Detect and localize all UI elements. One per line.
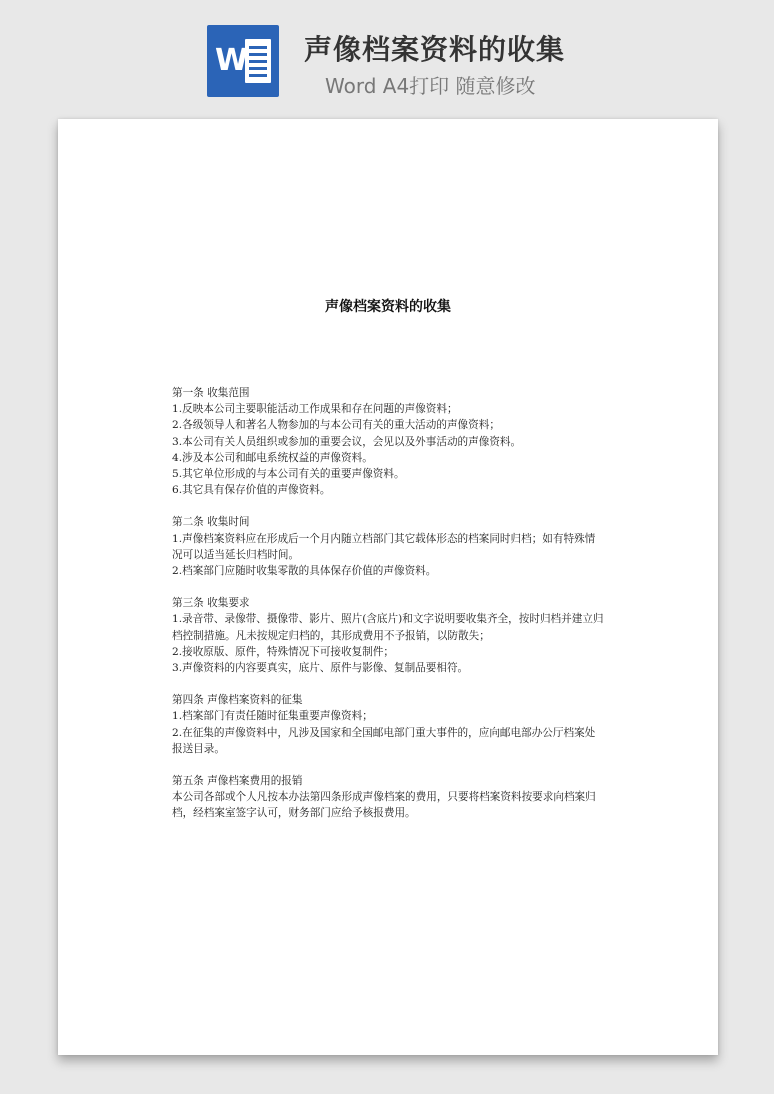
section-line: 1.反映本公司主要职能活动工作成果和存在问题的声像资料； [172,403,458,416]
word-icon-letter: W [215,43,249,78]
section-3 [172,595,604,676]
document-page [58,119,718,1055]
section-line: 2.各级领导人和著名人物参加的与本公司有关的重大活动的声像资料； [172,419,500,432]
header-title: 声像档案资料的收集 [304,33,566,66]
header [0,0,774,118]
section-1 [172,385,604,498]
section-line: 3.本公司有关人员组织或参加的重要会议，会见以及外事活动的声像资料。 [172,435,522,448]
section-5 [172,773,604,822]
section-heading: 第二条 收集时间 [172,516,250,529]
section-line: 1.声像档案资料应在形成后一个月内随立档部门其它载体形态的档案同时归档；如有特殊情况可以适当延长归档时间。 [172,532,596,561]
header-subtitle: Word A4打印 随意修改 [325,74,536,98]
section-2 [172,514,604,579]
document-title: 声像档案资料的收集 [325,299,451,315]
section-heading: 第五条 声像档案费用的报销 [172,775,303,788]
section-line: 1.档案部门有责任随时征集重要声像资料； [172,710,373,723]
section-line: 本公司各部或个人凡按本办法第四条形成声像档案的费用，只要将档案资料按要求向档案归档，经档案室签字认可，财务部门应给予核报费用。 [172,791,596,820]
section-line: 1.录音带、录像带、摄像带、影片、照片(含底片)和文字说明要收集齐全，按时归档并建立归档控制措施。凡未按规定归档的，其形成费用不予报销，以防散失； [172,613,604,642]
section-line: 2.接收原版、原件，特殊情况下可接收复制件； [172,645,394,658]
section-heading: 第三条 收集要求 [172,597,250,610]
document-page-icon [245,39,271,83]
section-line: 5.其它单位形成的与本公司有关的重要声像资料。 [172,468,405,481]
section-line: 4.涉及本公司和邮电系统权益的声像资料。 [172,451,373,464]
section-line: 2.在征集的声像资料中，凡涉及国家和全国邮电部门重大事件的，应向邮电部办公厅档案处报送目录。 [172,726,596,755]
section-line: 3.声像资料的内容要真实，底片、原件与影像、复制品要相符。 [172,662,469,675]
watermark [91,459,111,483]
section-line: 6.其它具有保存价值的声像资料。 [172,484,331,497]
document-body [172,385,604,838]
word-icon [207,25,279,97]
section-4 [172,692,604,757]
section-heading: 第一条 收集范围 [172,387,250,399]
section-heading: 第四条 声像档案资料的征集 [172,694,303,707]
section-line: 2.档案部门应随时收集零散的具体保存价值的声像资料。 [172,565,437,578]
